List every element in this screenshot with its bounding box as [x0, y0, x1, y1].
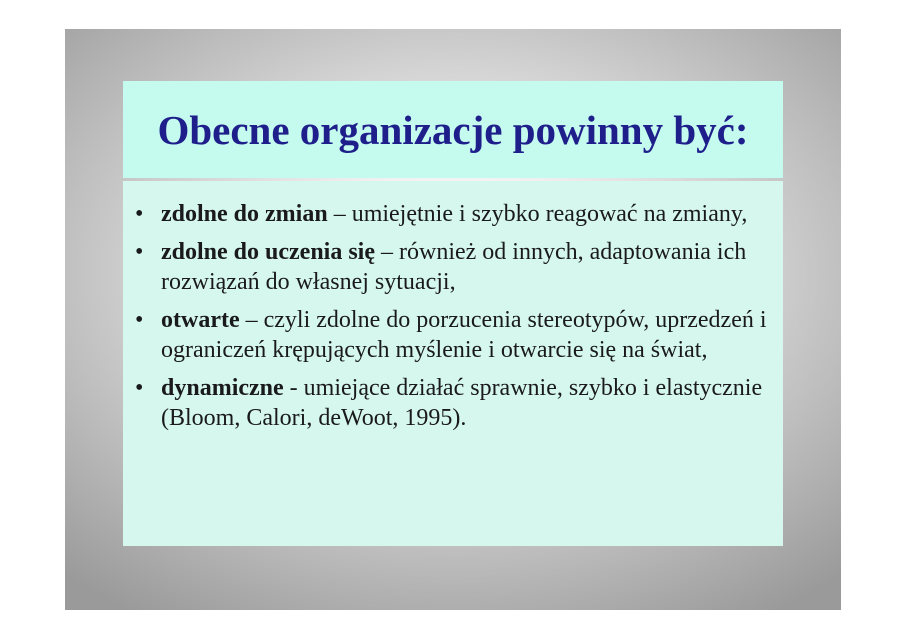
bullet-term: dynamiczne	[161, 375, 284, 401]
bullet-text: - umiejące działać sprawnie, szybko i elastycznie (Bloom, Calori, deWoot, 1995).	[161, 375, 763, 431]
bullet-icon: •	[135, 307, 144, 333]
bullet-item	[133, 237, 773, 297]
bullet-icon: •	[135, 375, 144, 401]
bullet-item	[133, 373, 773, 433]
bullet-term: zdolne do uczenia się	[161, 239, 375, 265]
bullet-icon: •	[135, 239, 144, 265]
content-box	[123, 181, 783, 546]
bullet-text: – umiejętnie i szybko reagować na zmiany,	[327, 201, 748, 227]
title-box	[123, 81, 783, 178]
bullet-item	[133, 305, 773, 365]
bullet-term: zdolne do zmian	[161, 201, 328, 227]
bullet-item	[133, 199, 773, 229]
slide	[65, 29, 841, 610]
slide-title: Obecne organizacje powinny być:	[157, 106, 749, 153]
bullet-list	[123, 181, 783, 433]
bullet-icon: •	[135, 201, 144, 227]
bullet-text: – czyli zdolne do porzucenia stereotypów, uprzedzeń i ograniczeń krępujących myślenie i otwarcie się na świat,	[161, 307, 767, 363]
bullet-text: – również od innych, adaptowania ich rozwiązań do własnej sytuacji,	[161, 239, 747, 295]
bullet-term: otwarte	[161, 307, 240, 333]
